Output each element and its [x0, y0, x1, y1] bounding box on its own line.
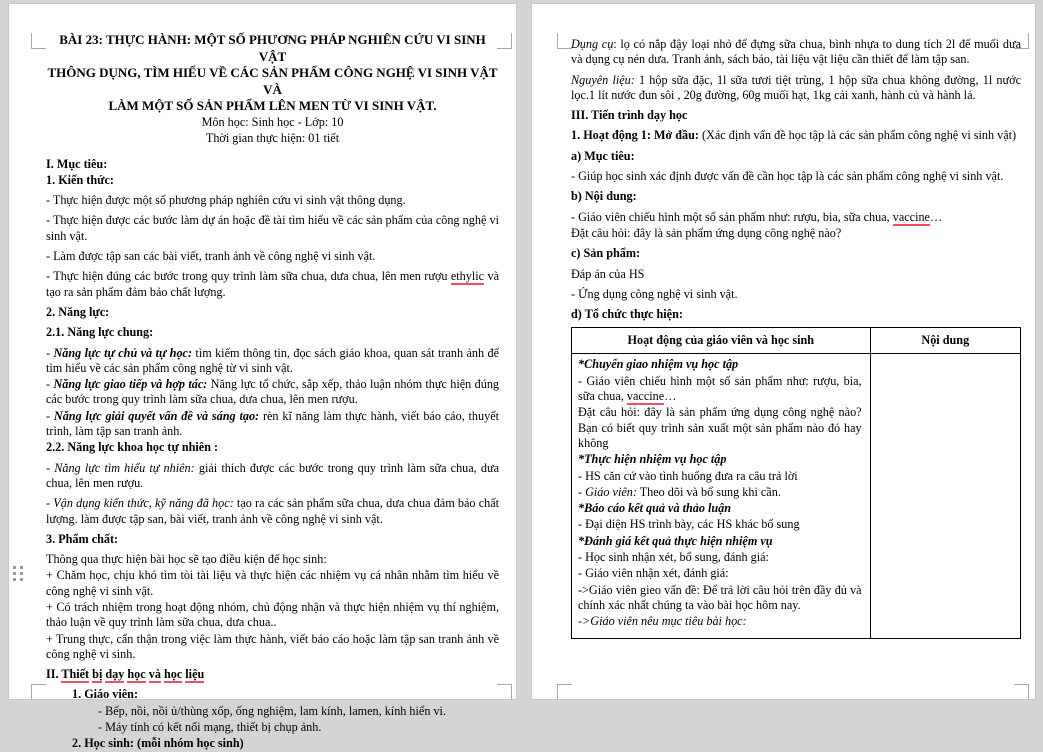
- text-run: + Có trách nhiệm trong hoạt động nhóm, chủ động nhận và thực hiện nhiệm vụ thí nghiệm, thảo luận về quy trình làm sữa chua, dưa chua..: [46, 599, 499, 630]
- text-run: *Đánh giá kết quả thực hiện nhiệm vụ: [578, 533, 773, 548]
- text-run: Dụng cụ: [571, 37, 614, 51]
- text-run: Theo dõi và bổ sung khi cần.: [636, 484, 781, 499]
- text-run: Năng lực tự chủ và tự học:: [53, 345, 193, 360]
- text-run: tạo ra các sản phẩm sữa chua, dưa chua đảm bảo chất lượng. làm được tập san, bài viết, tranh ảnh về công nghệ vi sinh vật.: [46, 496, 500, 526]
- text-run: và tạo ra sản phẩm đảm bảo chất lượng.: [46, 269, 499, 299]
- text-run: Đáp án của HS: [571, 266, 645, 281]
- crop-mark-icon: [31, 684, 46, 700]
- text-run: - Giáo viên chiếu hình một số sản phẩm như: rượu, bia, sữa chua,: [571, 209, 893, 224]
- paragraph: [46, 65, 499, 98]
- text-run: - Giáo viên chiếu hình một số sản phẩm như: rượu, bia, sữa chua,: [578, 373, 862, 404]
- misspelled-word: ethylic: [450, 269, 485, 284]
- crop-mark-icon: [557, 684, 572, 700]
- text-run: Môn học: Sinh học - Lớp: 10: [201, 114, 344, 129]
- paragraph: [46, 325, 499, 340]
- misspelled-word: vaccine: [626, 389, 665, 404]
- paragraph: [46, 305, 499, 320]
- activity-table: [571, 327, 1021, 639]
- text-run: Thời gian thực hiện: 01 tiết: [205, 131, 340, 146]
- paragraph: [578, 566, 862, 581]
- text-run: -: [46, 345, 54, 360]
- document-page-2: [531, 3, 1036, 700]
- paragraph: [578, 534, 862, 549]
- text-run: - Học sinh nhận xét, bổ sung, đánh giá:: [578, 550, 769, 565]
- table-cell-content: [870, 354, 1020, 639]
- page-2-content: [571, 37, 1021, 322]
- paragraph: [72, 736, 499, 751]
- misspelled-word: dạy: [105, 667, 125, 682]
- table-header-content: Nội dung: [870, 328, 1020, 354]
- paragraph: [571, 128, 1021, 143]
- text-run: giải thích được các bước trong quy trình làm sữa chua, dưa chua, lên men rượu.: [46, 460, 500, 490]
- paragraph: [571, 73, 1021, 104]
- paragraph: [46, 409, 499, 440]
- paragraph: [46, 157, 499, 172]
- text-run: 2. Năng lực:: [46, 304, 110, 319]
- crop-mark-icon: [31, 33, 46, 49]
- paragraph: [571, 267, 1021, 282]
- paragraph: [578, 374, 862, 405]
- text-run: tìm kiếm thông tin, đọc sách giáo khoa, quan sát tranh ảnh để tìm hiểu về các sản phẩm công nghệ từ vi sinh vật.: [46, 345, 500, 375]
- text-run: …: [664, 389, 677, 404]
- paragraph: [46, 496, 499, 527]
- paragraph: [72, 687, 499, 702]
- paragraph: [578, 357, 862, 372]
- paragraph: [578, 583, 862, 614]
- paragraph: [46, 377, 499, 408]
- crop-mark-icon: [1014, 684, 1029, 700]
- text-run: 2. Học sinh: (mỗi nhóm học sinh): [72, 736, 244, 751]
- text-run: -: [578, 484, 586, 499]
- table-header-row: [572, 328, 1021, 354]
- misspelled-word: bị: [92, 667, 103, 682]
- text-run: III. Tiến trình dạy học: [571, 108, 688, 123]
- paragraph: [46, 440, 499, 455]
- paragraph: [46, 32, 499, 65]
- paragraph: [46, 131, 499, 146]
- text-run: BÀI 23: THỰC HÀNH: MỘT SỐ PHƯƠNG PHÁP NGHIÊN CỨU VI SINH VẬT: [59, 32, 486, 64]
- text-run: a) Mục tiêu:: [571, 148, 635, 163]
- text-run: - Làm được tập san các bài viết, tranh ảnh về công nghệ vi sinh vật.: [46, 249, 376, 264]
- text-run: Năng lực giải quyết vấn đề và sáng tạo:: [53, 408, 260, 423]
- text-run: - HS căn cứ vào tình huống đưa ra câu trả lời: [578, 468, 798, 483]
- text-run: Năng lực giao tiếp và hợp tác:: [53, 377, 208, 392]
- text-run: + Chăm học, chịu khó tìm tòi tài liệu và thực hiện các nhiệm vụ cá nhân nhằm tìm hiểu về công nghệ vi sinh vật.: [46, 568, 499, 598]
- text-run: - Máy tính có kết nối mạng, thiết bị chụp ảnh.: [98, 720, 322, 735]
- text-run: II.: [46, 667, 62, 682]
- crop-mark-icon: [497, 684, 512, 700]
- misspelled-word: Thiết: [61, 667, 90, 682]
- text-run: - Ứng dụng công nghệ vi sinh vật.: [571, 286, 738, 301]
- text-run: LÀM MỘT SỐ SẢN PHẨM LÊN MEN TỪ VI SINH VẬT.: [108, 98, 437, 114]
- crop-mark-icon: [497, 33, 512, 49]
- paragraph: [578, 614, 862, 629]
- misspelled-word: vaccine: [892, 209, 930, 224]
- text-run: (Xác định vấn đề học tập là các sản phẩm công nghệ vi sinh vật): [698, 128, 1017, 143]
- text-run: Đặt câu hỏi: đây là sản phẩm ứng dụng công nghệ nào? Bạn có biết quy trình sản xuất một sản phẩm nào đó hay không: [578, 405, 862, 450]
- paragraph: [571, 307, 1021, 322]
- text-run: …: [929, 209, 943, 224]
- text-run: Năng lực tìm hiểu tự nhiên:: [54, 460, 195, 475]
- text-run: 1 hộp sữa đặc, 1l sữa tươi tiệt trùng, 1 hộp sữa chua không đường, 1l nước lọc.1 lít nước đun sôi , 20g đường, 60g muối hạt, 1kg cải xanh, hành củ và hành lá.: [571, 72, 1021, 102]
- text-run: 2.2. Năng lực khoa học tự nhiên :: [46, 440, 219, 455]
- misspelled-word: học: [127, 667, 146, 682]
- paragraph: [46, 98, 499, 115]
- text-run: - Thực hiện được một số phương pháp nghiên cứu vi sinh vật thông dụng.: [46, 193, 406, 208]
- text-run: : lọ có nắp đậy loại nhỏ để đựng sữa chua, bình nhựa to dung tích 2l để muối dưa và dụng cụ nén dưa. Tranh ảnh, sách báo, tài liệu vật liệu cần thiết để làm tập san.: [571, 37, 1022, 67]
- paragraph: [571, 287, 1021, 302]
- text-run: 1. Hoạt động 1: Mở đầu:: [571, 128, 699, 143]
- text-run: I. Mục tiêu:: [46, 156, 108, 171]
- paragraph: [571, 246, 1021, 261]
- paragraph: [578, 517, 862, 532]
- text-run: Nguyên liệu:: [571, 72, 635, 87]
- paragraph: [578, 501, 862, 516]
- table-cell-activity: [572, 354, 871, 639]
- text-run: 1. Kiến thức:: [46, 172, 114, 187]
- paragraph: [571, 226, 1021, 241]
- paragraph: [578, 485, 862, 500]
- paragraph: [46, 632, 499, 663]
- paragraph: [578, 405, 862, 451]
- text-run: THÔNG DỤNG, TÌM HIỂU VỀ CÁC SẢN PHẨM CÔNG NGHỆ VI SINH VẬT VÀ: [47, 65, 498, 97]
- text-run: -: [46, 460, 55, 475]
- paragraph: [46, 213, 499, 244]
- text-run: Vận dụng kiến thức, kỹ năng đã học:: [53, 496, 234, 511]
- text-run: -: [46, 496, 54, 511]
- text-run: 2.1. Năng lực chung:: [46, 325, 154, 340]
- text-run: *Báo cáo kết quả và thảo luận: [578, 501, 732, 516]
- paragraph: [46, 552, 499, 567]
- text-run: - Thực hiện đúng các bước trong quy trình làm sữa chua, dưa chua, lên men rượu: [46, 269, 451, 284]
- paragraph: [46, 532, 499, 547]
- paragraph: [98, 720, 499, 735]
- paragraph: [46, 269, 499, 300]
- misspelled-word: và: [148, 667, 161, 682]
- paragraph: [46, 115, 499, 130]
- text-run: rèn kĩ năng làm thực hành, viết báo cáo, thuyết trình, làm tập san tranh ảnh.: [46, 408, 500, 439]
- page-1-content: [46, 32, 499, 752]
- paragraph: [571, 108, 1021, 123]
- paragraph: [571, 149, 1021, 164]
- text-run: b) Nội dung:: [571, 189, 637, 204]
- paragraph: [46, 249, 499, 264]
- paragraph: [571, 37, 1021, 68]
- text-run: Giáo viên:: [585, 484, 637, 499]
- text-run: - Giáo viên nhận xét, đánh giá:: [578, 566, 729, 581]
- misspelled-word: liệu: [185, 667, 205, 682]
- document-page-1: [8, 3, 517, 751]
- text-run: -: [46, 408, 54, 423]
- paragraph: [46, 461, 499, 492]
- paragraph: [46, 568, 499, 599]
- text-run: + Trung thực, cẩn thận trong việc làm thực hành, viết báo cáo hoặc làm tập san tranh ảnh về công nghệ vi sinh.: [46, 631, 499, 661]
- text-run: *Thực hiện nhiệm vụ học tập: [578, 452, 727, 467]
- paragraph: [571, 169, 1021, 184]
- table-body-row: [572, 354, 1021, 639]
- crop-mark-icon: [557, 33, 572, 49]
- paragraph: [571, 189, 1021, 204]
- paragraph: [46, 600, 499, 631]
- table-header-activity: Hoạt động của giáo viên và học sinh: [572, 328, 871, 354]
- text-run: Thông qua thực hiện bài học sẽ tạo điều kiện để học sinh:: [46, 552, 327, 567]
- drag-handle-icon[interactable]: [13, 566, 23, 581]
- text-run: Đặt câu hỏi: đây là sản phẩm ứng dụng công nghệ nào?: [571, 225, 842, 240]
- text-run: - Đại diện HS trình bày, các HS khác bổ sung: [578, 517, 800, 532]
- paragraph: [578, 452, 862, 467]
- misspelled-word: học: [163, 667, 183, 682]
- text-run: - Giúp học sinh xác định được vấn đề cần học tập là các sản phẩm công nghệ vi sinh vật.: [571, 169, 1004, 184]
- text-run: 1. Giáo viên:: [72, 687, 139, 702]
- text-run: *Chuyển giao nhiệm vụ học tập: [578, 357, 739, 372]
- paragraph: [46, 346, 499, 377]
- text-run: Năng lực tổ chức, sắp xếp, thảo luận nhóm thực hiện đúng các bước trong quy trình làm sữa chua, dưa chua, lên men rượu.: [46, 377, 500, 407]
- paragraph: [46, 667, 499, 682]
- text-run: - Bếp, nồi, nồi ủ/thùng xốp, ống nghiệm, lam kính, lamen, kính hiển vi.: [98, 703, 446, 718]
- text-run: 3. Phẩm chất:: [46, 531, 119, 546]
- text-run: - Thực hiện được các bước làm dự án hoặc đề tài tìm hiểu về các sản phẩm của công nghệ vi sinh vật.: [46, 213, 499, 243]
- text-run: ->Giáo viên nêu mục tiêu bài học:: [578, 614, 747, 629]
- text-run: c) Sản phẩm:: [571, 246, 641, 261]
- paragraph: [46, 193, 499, 208]
- text-run: ->Giáo viên gieo vấn đề: Để trả lời câu hỏi trên đầy đủ và chính xác nhất chúng ta vào bài học hôm nay.: [578, 582, 862, 612]
- text-run: -: [46, 377, 54, 392]
- paragraph: [46, 173, 499, 188]
- text-run: d) Tổ chức thực hiện:: [571, 307, 683, 322]
- paragraph: [578, 469, 862, 484]
- paragraph: [571, 210, 1021, 225]
- paragraph: [578, 550, 862, 565]
